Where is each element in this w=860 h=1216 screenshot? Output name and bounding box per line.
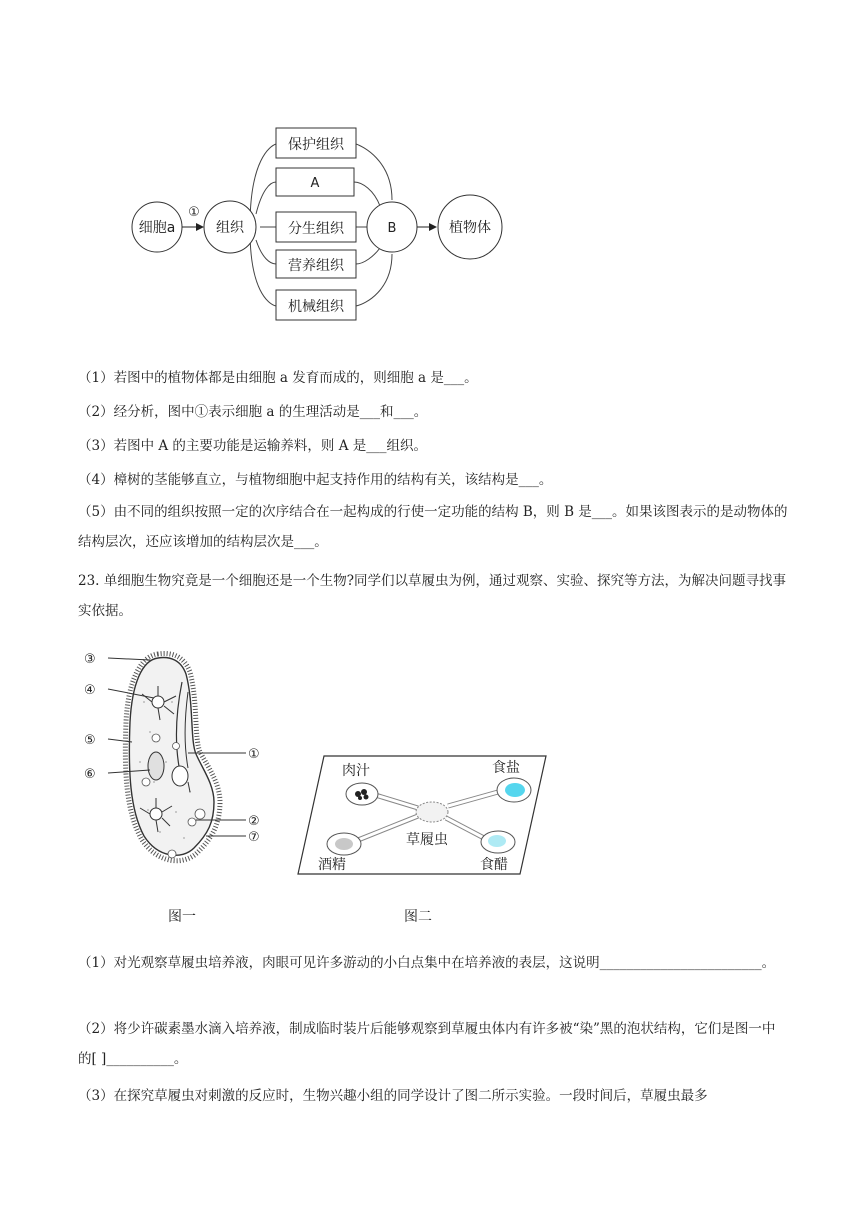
label-4: ④ bbox=[84, 683, 96, 698]
tissue-label: 组织 bbox=[216, 220, 244, 236]
label-2: ② bbox=[248, 814, 260, 829]
meristem-tissue-label: 分生组织 bbox=[288, 221, 344, 237]
figure-2-caption: 图二 bbox=[404, 909, 432, 925]
plant-structure-diagram bbox=[0, 0, 860, 330]
paramecium-culture-dish bbox=[416, 802, 448, 822]
cell-a-label: 细胞a bbox=[138, 220, 176, 236]
tissue-a-label: A bbox=[310, 176, 320, 191]
figure-1-caption: 图一 bbox=[168, 909, 196, 925]
salt-label: 食盐 bbox=[492, 760, 520, 776]
nutrient-tissue-label: 营养组织 bbox=[288, 258, 344, 274]
plant-label: 植物体 bbox=[449, 220, 491, 236]
step-marker-1: ① bbox=[188, 205, 200, 220]
q23-item-1: （1）对光观察草履虫培养液，肉眼可见许多游动的小白点集中在培养液的表层，这说明________________________。 bbox=[78, 955, 776, 971]
meat-juice-label: 肉汁 bbox=[342, 763, 370, 779]
organ-b-label: B bbox=[387, 221, 397, 236]
paramecium-label: 草履虫 bbox=[406, 832, 448, 848]
q22-item-1: （1）若图中的植物体都是由细胞 a 发育而成的，则细胞 a 是___。 bbox=[78, 370, 478, 386]
food-vacuole bbox=[172, 766, 188, 786]
label-5: ⑤ bbox=[84, 733, 96, 748]
paramecium-figure bbox=[80, 642, 280, 882]
label-1: ① bbox=[248, 747, 260, 762]
q22-item-2: （2）经分析，图中①表示细胞 a 的生理活动是___和___。 bbox=[78, 404, 428, 420]
q23-intro: 23. 单细胞生物究竟是一个细胞还是一个生物?同学们以草履虫为例，通过观察、实验、探究等方法，为解决问题寻找事实依据。 bbox=[78, 573, 786, 619]
protective-tissue-label: 保护组织 bbox=[288, 137, 344, 153]
label-6: ⑥ bbox=[84, 767, 96, 782]
q22-item-3: （3）若图中 A 的主要功能是运输养料，则 A 是___组织。 bbox=[78, 438, 428, 454]
macronucleus bbox=[148, 752, 164, 780]
label-7: ⑦ bbox=[248, 830, 260, 845]
q23-item-2: （2）将少许碳素墨水滴入培养液，制成临时装片后能够观察到草履虫体内有许多被“染”黑的泡状结构，它们是图一中的[ ]__________。 bbox=[78, 1021, 776, 1067]
q22-item-5: （5）由不同的组织按照一定的次序结合在一起构成的行使一定功能的结构 B，则 B 是___。如果该图表示的是动物体的结构层次，还应该增加的结构层次是___。 bbox=[78, 504, 788, 550]
q23-item-3: （3）在探究草履虫对刺激的反应时，生物兴趣小组的同学设计了图二所示实验。一段时间后，草履虫最多 bbox=[78, 1088, 708, 1104]
mechanical-tissue-label: 机械组织 bbox=[288, 299, 344, 315]
connector-protective bbox=[250, 144, 276, 226]
alcohol-label: 酒精 bbox=[318, 857, 346, 873]
stimulus-experiment-figure bbox=[296, 752, 556, 882]
vinegar-label: 食醋 bbox=[480, 857, 508, 873]
label-3: ③ bbox=[84, 652, 96, 667]
q22-item-4: （4）樟树的茎能够直立，与植物细胞中起支持作用的结构有关，该结构是___。 bbox=[78, 472, 553, 488]
